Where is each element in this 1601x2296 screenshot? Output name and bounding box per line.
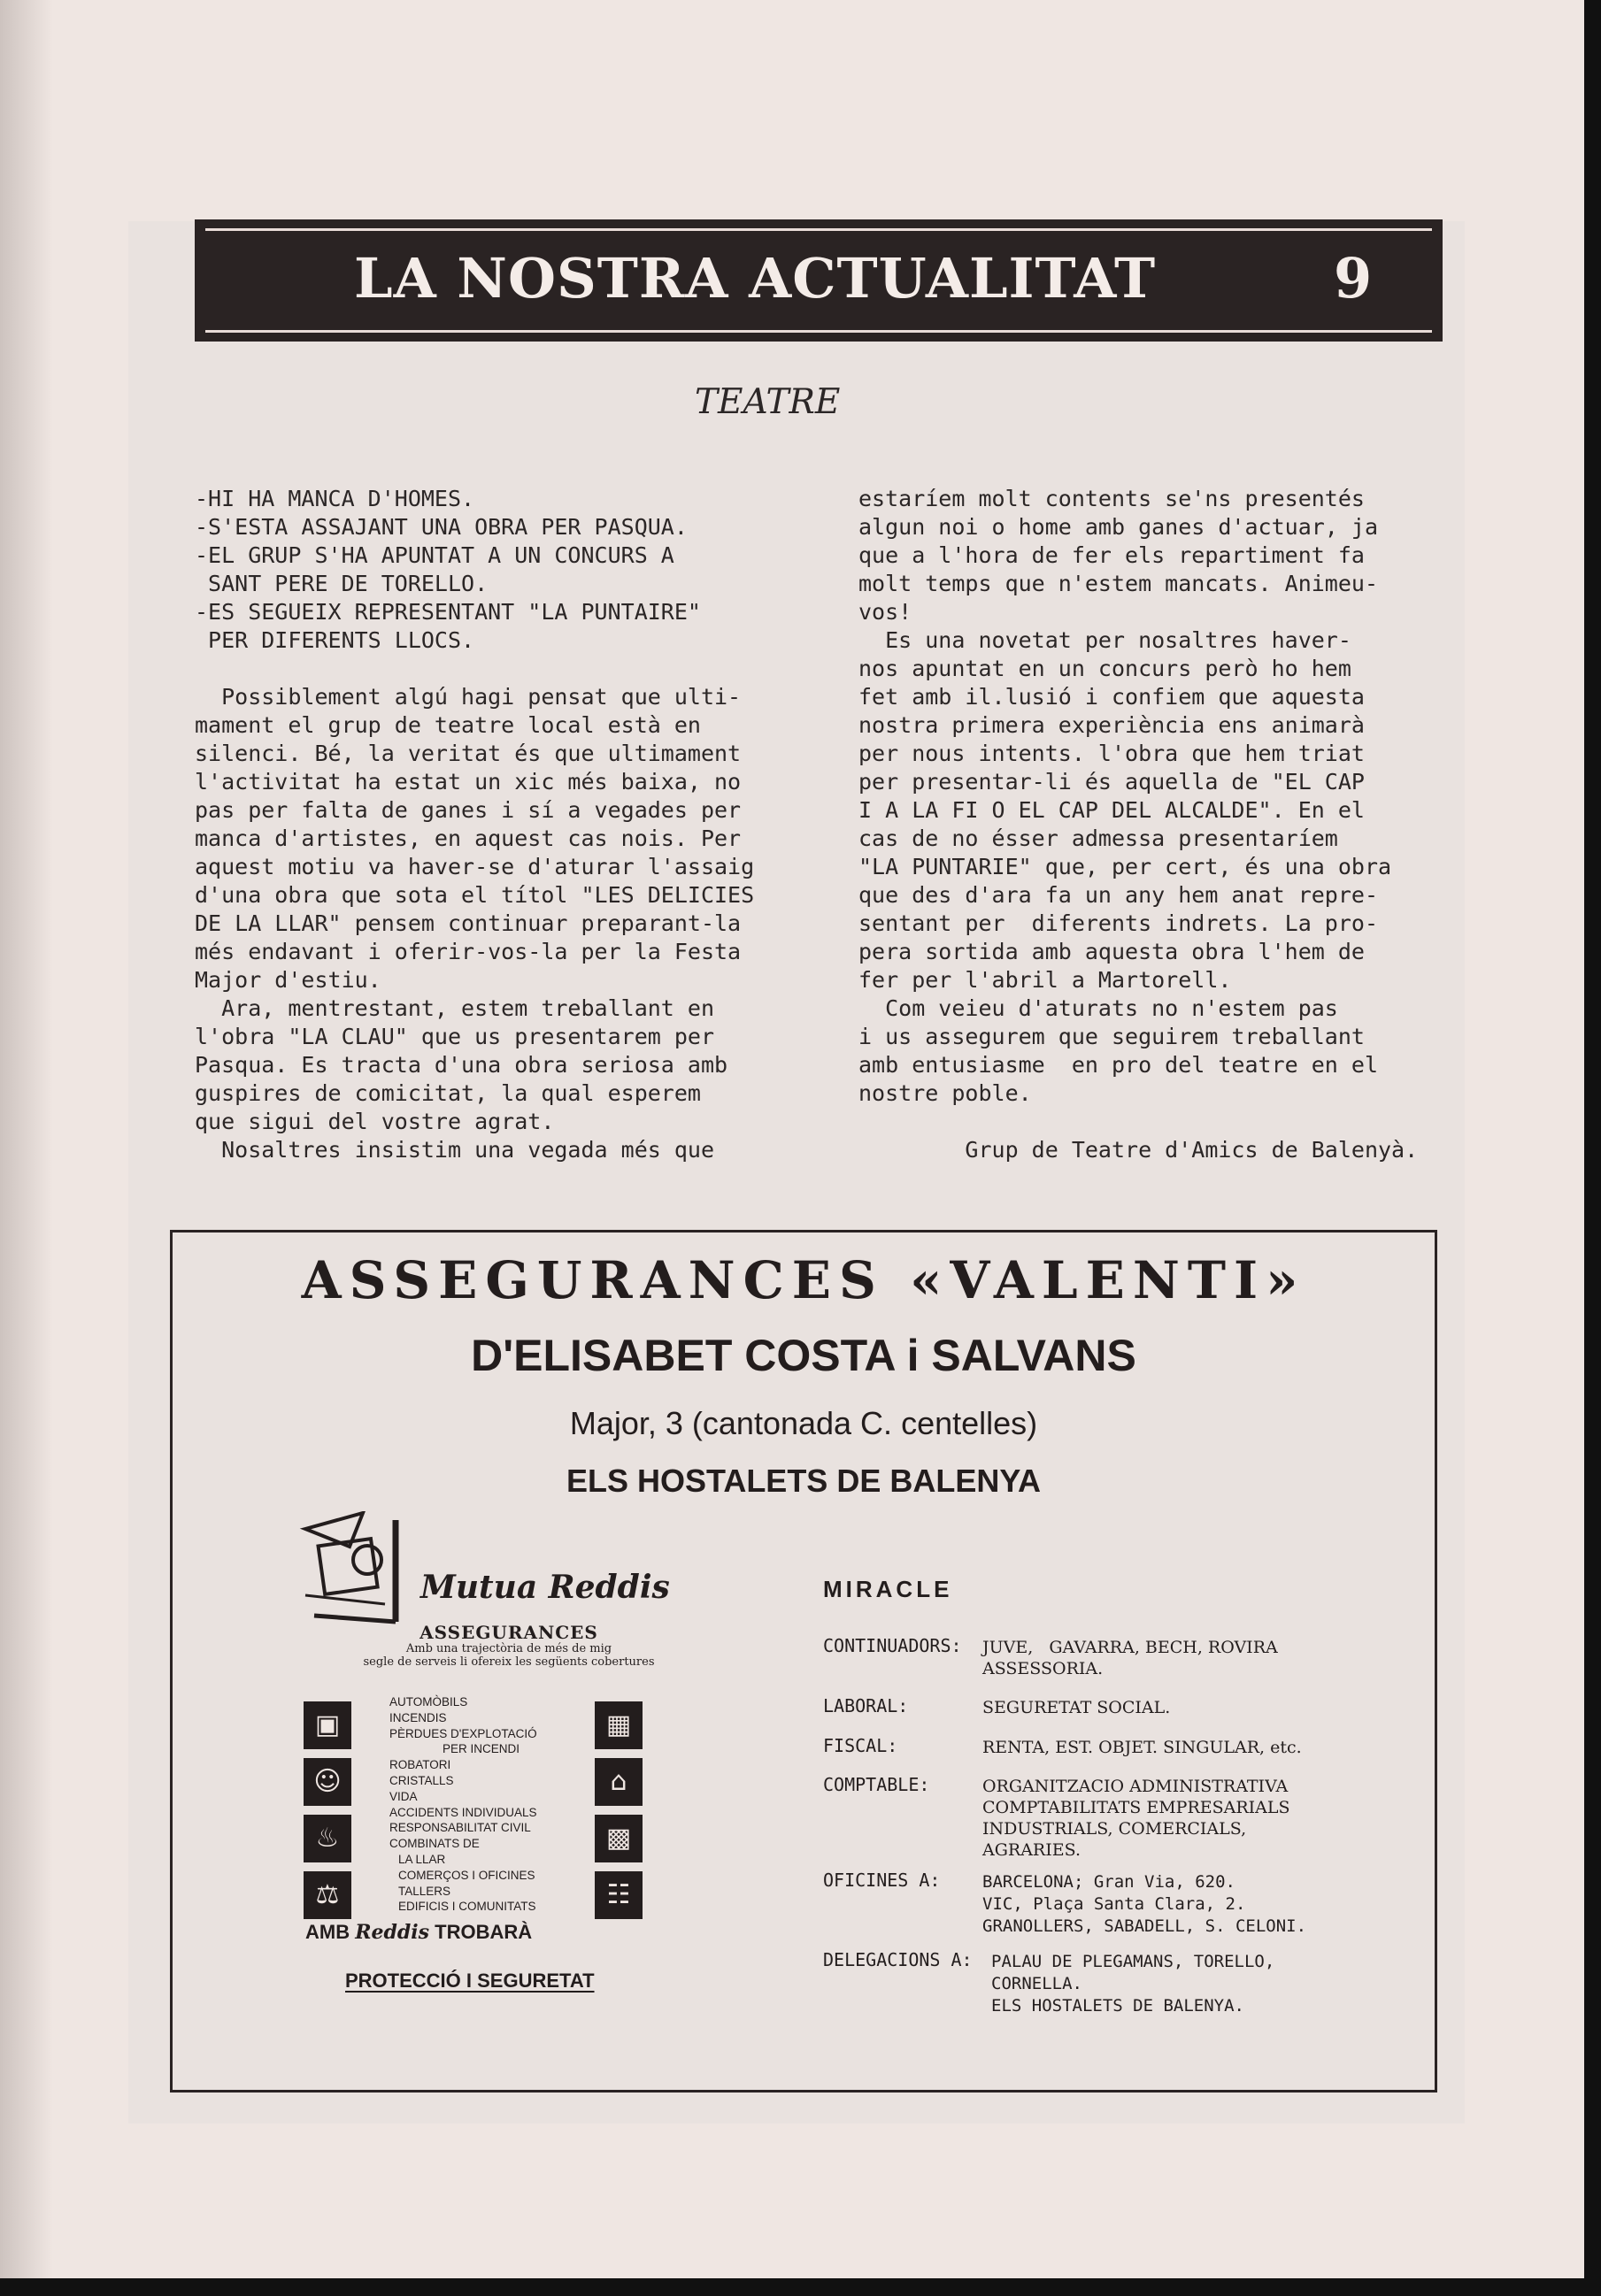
article-left-column [195, 485, 814, 1164]
car-icon: ▣ [304, 1701, 351, 1749]
article-line: nostre poble. [858, 1080, 1032, 1106]
article-line: -S'ESTA ASSAJANT UNA OBRA PER PASQUA. [195, 514, 688, 540]
article-line: nostra primera experiència ens animarà [858, 712, 1365, 738]
coverage-item: TALLERS [398, 1884, 451, 1898]
coverage-item: RESPONSABILITAT CIVIL [389, 1821, 531, 1835]
article-line: algun noi o home amb ganes d'actuar, ja [858, 514, 1378, 540]
coverage-item: PÈRDUES D'EXPLOTACIÓ [389, 1726, 537, 1740]
person-icon: ☺ [304, 1758, 351, 1806]
article-line: Pasqua. Es tracta d'una obra seriosa amb [195, 1052, 728, 1078]
service-label: CONTINUADORS: [823, 1635, 962, 1656]
article-title: TEATRE [695, 382, 841, 422]
banner-title: LA NOSTRA ACTUALITAT [354, 246, 1157, 311]
page-gutter [0, 0, 53, 2278]
article-line: I A LA FI O EL CAP DEL ALCALDE". En el [858, 797, 1365, 823]
article-line: -HI HA MANCA D'HOMES. [195, 486, 475, 511]
coverage-item: INCENDIS [389, 1710, 447, 1724]
service-label: LABORAL: [823, 1695, 909, 1716]
coverage-item: EDIFICIS I COMUNITATS [398, 1900, 536, 1914]
service-label: OFICINES A: [823, 1870, 941, 1891]
article-line: mament el grup de teatre local està en [195, 712, 701, 738]
article-line: DE LA LLAR" pensem continuar preparant-la [195, 910, 742, 936]
service-value: JUVE, GAVARRA, BECH, ROVIRA ASSESSORIA. [982, 1638, 1278, 1678]
article-line: més endavant i oferir-vos-la per la Festa [195, 939, 742, 964]
banner-rule [205, 228, 1432, 231]
article-line: estaríem molt contents se'ns presentés [858, 486, 1365, 511]
article-line: pera sortida amb aquesta obra l'hem de [858, 939, 1365, 964]
fire-icon: ♨ [304, 1815, 351, 1862]
coverage-list [389, 1694, 537, 1915]
house-icon: ⌂ [595, 1758, 643, 1806]
article-line: per nous intents. l'obra que hem triat [858, 741, 1365, 766]
article-line: l'obra "LA CLAU" que us presentarem per [195, 1024, 714, 1049]
article-line: amb entusiasme en pro del teatre en el [858, 1052, 1378, 1078]
article-line: d'una obra que sota el títol "LES DELICIES [195, 882, 755, 908]
coverage-item: ROBATORI [389, 1758, 451, 1772]
article-line: silenci. Bé, la veritat és que ultimament [195, 741, 742, 766]
article-line: -ES SEGUEIX REPRESENTANT "LA PUNTAIRE" [195, 599, 701, 625]
community-icon: ☷ [595, 1871, 643, 1919]
insurance-advertisement [170, 1230, 1437, 2093]
article-line: SANT PERE DE TORELLO. [195, 571, 489, 596]
page-number: 9 [1334, 246, 1373, 311]
slogan-prefix: AMB [305, 1921, 350, 1943]
article-line: -EL GRUP S'HA APUNTAT A UN CONCURS A [195, 542, 674, 568]
coverage-icons-left [304, 1701, 353, 1928]
mutua-subtitle: ASSEGURANCES [419, 1622, 598, 1643]
service-value: ORGANITZACIO ADMINISTRATIVA COMPTABILITATS EMPRESARIALS INDUSTRIALS, COMERCIALS, AGRARIES. [982, 1777, 1290, 1860]
coverage-item: LA LLAR [398, 1852, 446, 1866]
article-line: Es una novetat per nosaltres haver- [858, 627, 1351, 653]
article-line: per presentar-li és aquella de "EL CAP [858, 769, 1365, 795]
coverage-item: CRISTALLS [389, 1773, 454, 1787]
service-value: PALAU DE PLEGAMANS, TORELLO, CORNELLA. ELS HOSTALETS DE BALENYA. [991, 1952, 1275, 2016]
article-line: Com veieu d'aturats no n'estem pas [858, 995, 1338, 1021]
article-right-column [858, 485, 1451, 1164]
coverage-item: ACCIDENTS INDIVIDUALS [389, 1805, 537, 1819]
article-line: cas de no ésser admessa presentaríem [858, 825, 1338, 851]
article-line: sentant per diferents indrets. La pro- [858, 910, 1378, 936]
article-line: PER DIFERENTS LLOCS. [195, 627, 475, 653]
service-label: COMPTABLE: [823, 1774, 930, 1795]
article-line: Ara, mentrestant, estem treballant en [195, 995, 714, 1021]
article-line: fet amb il.lusió i confiem que aquesta [858, 684, 1365, 710]
coverage-icons-right [595, 1701, 644, 1928]
slogan-suffix: TROBARÀ [435, 1921, 533, 1943]
mutua-subtitle-block [288, 1622, 730, 1669]
slogan-brand: Reddis [355, 1921, 430, 1944]
article-line [858, 1108, 1451, 1136]
building-icon: ▦ [595, 1701, 643, 1749]
coverage-item: COMBINATS DE [389, 1837, 480, 1851]
article-line: que a l'hora de fer els repartiment fa [858, 542, 1365, 568]
article-line [195, 655, 814, 683]
mutua-tagline: Amb una trajectòria de més de mig [405, 1642, 612, 1655]
coverage-item: VIDA [389, 1789, 418, 1803]
section-banner [195, 219, 1443, 342]
mutua-reddis-logo [296, 1511, 412, 1631]
service-value: BARCELONA; Gran Via, 620. VIC, Plaça Santa Clara, 2. GRANOLLERS, SABADELL, S. CELONI. [982, 1872, 1307, 1936]
coverage-item: PER INCENDI [443, 1742, 520, 1756]
article-line: "LA PUNTARIE" que, per cert, és una obra [858, 854, 1392, 879]
coverage-item: AUTOMÒBILS [389, 1695, 468, 1709]
article-line: que des d'ara fa un any hem anat repre- [858, 882, 1378, 908]
article-line: vos! [858, 599, 912, 625]
article-line: manca d'artistes, en aquest cas nois. Per [195, 825, 742, 851]
ad-owner: D'ELISABET COSTA i SALVANS [471, 1331, 1136, 1380]
scales-icon: ⚖ [304, 1871, 351, 1919]
article-line: Grup de Teatre d'Amics de Balenyà. [858, 1137, 1419, 1163]
banner-rule [205, 330, 1432, 333]
ad-town: ELS HOSTALETS DE BALENYA [566, 1463, 1042, 1499]
article-line: molt temps que n'estem mancats. Animeu- [858, 571, 1378, 596]
article-line: guspires de comicitat, la qual esperem [195, 1080, 701, 1106]
article-line: nos apuntat en un concurs però ho hem [858, 656, 1351, 681]
article-line: fer per l'abril a Martorell. [858, 967, 1232, 993]
reddis-slogan [305, 1921, 532, 1944]
article-line: i us assegurem que seguirem treballant [858, 1024, 1365, 1049]
service-label: DELEGACIONS A: [823, 1949, 973, 1970]
ad-company-name: ASSEGURANCES «VALENTI» [301, 1250, 1306, 1310]
article-line: pas per falta de ganes i sí a vegades per [195, 797, 742, 823]
ad-address: Major, 3 (cantonada C. centelles) [569, 1405, 1038, 1441]
article-line: Major d'estiu. [195, 967, 381, 993]
article-line: l'activitat ha estat un xic més baixa, no [195, 769, 742, 795]
reddis-slogan-2: PROTECCIÓ I SEGURETAT [345, 1970, 595, 1992]
article-line: Nosaltres insistim una vegada més que [195, 1137, 714, 1163]
miracle-title: MIRACLE [823, 1576, 953, 1602]
service-value: RENTA, EST. OBJET. SINGULAR, etc. [982, 1738, 1302, 1757]
service-value: SEGURETAT SOCIAL. [982, 1698, 1171, 1717]
article-line: Possiblement algú hagi pensat que ulti- [195, 684, 742, 710]
coverage-item: COMERÇOS I OFICINES [398, 1868, 535, 1882]
service-label: FISCAL: [823, 1735, 898, 1756]
shop-icon: ▩ [595, 1815, 643, 1862]
mutua-brand-name: Mutua Reddis [420, 1569, 670, 1606]
article-line: aquest motiu va haver-se d'aturar l'assaig [195, 854, 755, 879]
mutua-tagline: segle de serveis li ofereix les següents cobertures [363, 1655, 655, 1669]
article-line: que sigui del vostre agrat. [195, 1109, 555, 1134]
